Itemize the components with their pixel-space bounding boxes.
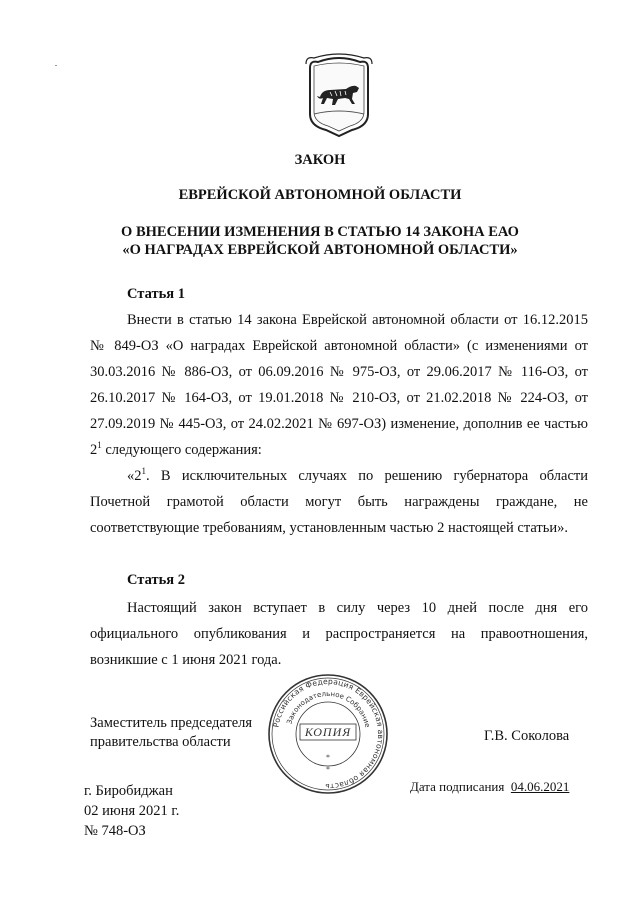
coat-of-arms-emblem	[302, 52, 376, 138]
article1-paragraph2	[90, 463, 588, 541]
law-subject	[0, 223, 640, 259]
official-seal-stamp	[266, 672, 390, 796]
signer-position-line1: Заместитель председателя	[90, 715, 253, 731]
svg-text:*: *	[326, 753, 330, 762]
signer-position	[90, 714, 252, 752]
svg-text:*: *	[326, 765, 330, 774]
region-title: ЕВРЕЙСКОЙ АВТОНОМНОЙ ОБЛАСТИ	[178, 187, 462, 203]
law-subject-line1: О ВНЕСЕНИИ ИЗМЕНЕНИЯ В СТАТЬЮ 14 ЗАКОНА ЕАО	[121, 224, 519, 240]
document-type-title: ЗАКОН	[294, 152, 346, 168]
signer-name: Г.В. Соколова	[484, 728, 570, 744]
article1-paragraph2-text: . В исключительных случаях по решению губернатора области Почетной грамотой области могут быть награждены граждане, не соответствующие требованиям, установленным частью 2 настоящей статьи».	[90, 468, 588, 536]
signing-date	[410, 779, 569, 795]
article2-title: Статья 2	[127, 572, 185, 588]
signing-date-value: 04.06.2021	[510, 779, 570, 794]
signer-position-line2: правительства области	[90, 734, 231, 750]
article1-paragraph2-lead: «2	[127, 468, 142, 484]
article1-paragraph2-superscript: 1	[141, 466, 146, 477]
article1-title: Статья 1	[127, 286, 185, 302]
issue-date: 02 июня 2021 г.	[84, 803, 180, 819]
law-subject-line2: «О НАГРАДАХ ЕВРЕЙСКОЙ АВТОНОМНОЙ ОБЛАСТИ»	[122, 242, 518, 258]
scan-speck	[55, 65, 57, 66]
svg-text:Законодательное Собрание: Законодательное Собрание	[285, 689, 372, 729]
article1-paragraph1-text: Внести в статью 14 закона Еврейской автономной области от 16.12.2015 № 849-ОЗ «О наградах Еврейской автономной области» (с изменениями от 30.03.2016 № 886-ОЗ, от 06.09.2016 № 975-ОЗ, от 29.06.2017 № 116-ОЗ, от 26.10.2017 № 164-ОЗ, от 19.01.2018 № 210-ОЗ, от 21.02.2018 № 224-ОЗ, от 27.09.2019 № 445-ОЗ, от 24.02.2021 № 697-ОЗ) изменение, дополнив ее частью 2	[90, 312, 588, 458]
svg-text:КОПИЯ: КОПИЯ	[304, 725, 352, 739]
article1-paragraph1-superscript: 1	[97, 440, 102, 451]
article1-paragraph1-tail: следующего содержания:	[101, 442, 262, 458]
signing-date-label: Дата подписания	[410, 779, 505, 794]
article2-paragraph: Настоящий закон вступает в силу через 10 дней после дня его официального опубликования и распространяется на правоотношения, возникшие с 1 июня 2021 года.	[90, 600, 588, 668]
law-registration-block	[84, 781, 179, 841]
law-number: № 748-ОЗ	[84, 823, 146, 839]
article1-paragraph1	[90, 307, 588, 463]
svg-text:Российская Федерация Еврейская: Российская Федерация Еврейская автономная область	[271, 676, 386, 792]
issue-city: г. Биробиджан	[84, 783, 173, 799]
